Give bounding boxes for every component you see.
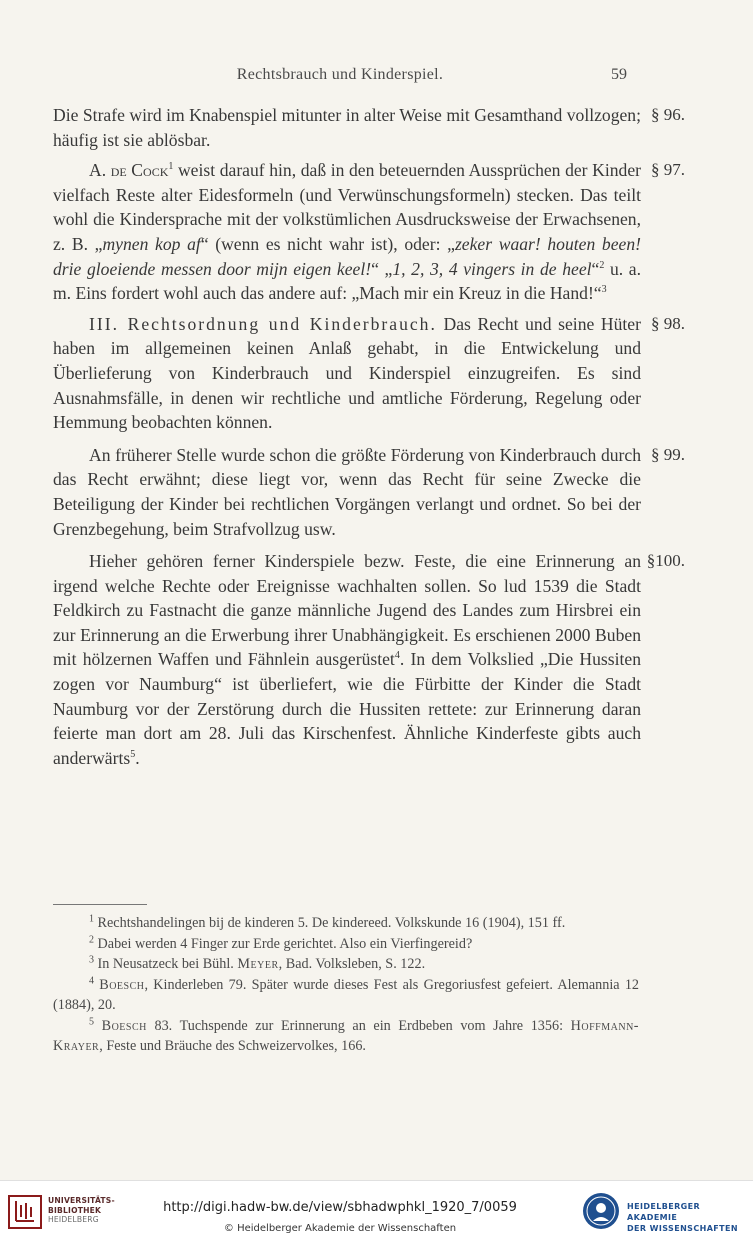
footnote-text: , Feste und Bräuche des Schweizervolkes, 166.	[99, 1038, 366, 1054]
author-name: Boesch	[99, 976, 145, 993]
author-name: Boesch	[101, 1017, 147, 1034]
library-name-line: HEIDELBERG	[48, 1215, 99, 1225]
paragraph-text: . In dem Volkslied „Die Hussiten zogen vor Naumburg“ ist überliefert, wie die Fürbitte der Kinder die Stadt Naumburg vor der Zerstörung durch die Hussiten rettete: zur Erinnerung daran feierte man dort am 28. Juli das Kirschenfest. Ähnliche Kinderfeste gibts auch anderwärts	[53, 649, 641, 768]
paragraph-text: weist darauf hin, daß in den beteuernden Aussprüchen der Kinder vielfach Reste alter Eidesformeln (und Verwünschungsformeln) stecken. Das teilt wohl die Kindersprache mit der volkstümlichen Ausdrucksweise der Erwachsenen, z. B. „	[53, 160, 641, 254]
section-marker: §100.	[646, 551, 685, 571]
paragraph-98	[53, 312, 685, 435]
section-marker: § 96.	[651, 105, 685, 124]
running-title: Rechtsbrauch und Kinderspiel.	[236, 66, 444, 83]
footnote-1	[53, 913, 639, 934]
section-marker: § 99.	[651, 444, 685, 464]
paragraph-text: An früherer Stelle wurde schon die größte Förderung von Kinderbrauch durch das Recht erwähnt; diese liegt vor, wenn das Recht für seine Zwecke die Beteiligung der Kinder bei rechtlichen Vorgängen verlangt und ordnet. So bei der Grenzbegehung, beim Strafvollzug usw.	[53, 444, 641, 539]
paragraph-text: Die Strafe wird im Knabenspiel mitunter in alter Weise mit Gesamthand vollzogen; häufig ist sie ablösbar.	[53, 105, 641, 150]
footnote-divider	[53, 904, 147, 905]
quoted-phrase: 1, 2, 3, 4 vingers in de heel	[392, 258, 592, 279]
paragraph-text: u. a. m. Eins fordert wohl auch das andere auf: „Mach mir ein Kreuz in die Hand!“	[53, 258, 642, 304]
paragraph-text: “ (wenn es nicht wahr ist), oder: „	[200, 233, 455, 254]
paragraph-text: Das Recht und seine Hüter haben im allgemeinen keinen Anlaß gehabt, in die Entwickelung und Überlieferung von Kinderbrauch und Kinderspiel einzugreifen. Es sind Ausnahmsfälle, in denen wir rechtliche und amtliche Förderung, Regelung oder Hemmung beobachten können.	[53, 313, 641, 433]
copyright-notice: © Heidelberger Akademie der Wissenschaften	[223, 1223, 457, 1234]
footnote-ref: 4	[394, 650, 400, 662]
academy-name	[627, 1201, 753, 1234]
author-name: Hoffmann-Krayer	[53, 1017, 640, 1054]
footnote-mark: 3	[89, 954, 94, 966]
footnote-text: In Neusatzeck bei Bühl.	[94, 956, 238, 972]
paragraph-text: Hieher gehören ferner Kinderspiele bezw. Feste, die eine Erinnerung an irgend welche Rechte oder Ereignisse wachhalten sollen. So lud 1539 die Stadt Feldkirch zu Fastnacht die ganze männliche Jugend des Landes zum Hirsbrei ein zur Erinnerung an die Erwerbung ihrer Unabhängigkeit. Es erschienen 2000 Buben mit hölzernen Waffen und Fähnlein ausgerüstet	[53, 551, 641, 670]
footnote-3	[53, 954, 639, 975]
paragraph-96	[53, 103, 685, 152]
paragraph-99	[53, 443, 685, 541]
paragraph-text: “	[591, 258, 600, 279]
footnote-text: Dabei werden 4 Finger zur Erde gerichtet. Also ein Vierfingereid?	[94, 935, 473, 952]
author-name: A. de Cock	[89, 160, 169, 181]
footnote-text: Rechtshandelingen bij de kinderen 5. De kindereed. Volkskunde 16 (1904), 151 ff.	[94, 915, 566, 931]
running-header	[0, 66, 753, 90]
quoted-phrase: mynen kop af	[102, 233, 201, 254]
paragraph-text: “ „	[371, 258, 393, 279]
footnote-ref: 3	[601, 284, 607, 296]
author-name: Meyer	[237, 956, 279, 972]
footnote-text: 83. Tuchspende zur Erinnerung an ein Erdbeben vom Jahre 1356:	[146, 1017, 571, 1034]
footnote-ref: 5	[130, 748, 136, 760]
footnote-mark: 4	[89, 974, 94, 986]
academy-seal-icon	[581, 1191, 621, 1231]
paragraph-97	[53, 158, 685, 306]
library-name-line: UNIVERSITÄTS-	[48, 1196, 115, 1205]
footnote-text: , Bad. Volksleben, S. 122.	[278, 956, 426, 972]
footnotes	[53, 913, 639, 1057]
section-marker: § 97.	[651, 160, 685, 180]
section-heading: III. Rechtsordnung und Kinderbrauch.	[89, 313, 437, 334]
permalink-url[interactable]: http://digi.hadw-bw.de/view/sbhadwphkl_1920_7/0059	[163, 1200, 517, 1215]
footnote-2	[53, 934, 639, 955]
footnote-text: , Kinderleben 79. Später wurde dieses Fest als Gregoriusfest gefeiert. Alemannia 12 (1884), 20.	[53, 976, 640, 1013]
page-number: 59	[611, 66, 627, 83]
footnote-mark: 1	[89, 913, 94, 925]
footnote-4	[53, 975, 639, 1016]
footnote-ref: 2	[599, 259, 605, 271]
library-name-line: BIBLIOTHEK	[48, 1205, 102, 1215]
academy-name-line: DER WISSENSCHAFTEN	[627, 1224, 738, 1233]
footnote-5	[53, 1016, 639, 1057]
footnote-mark: 5	[89, 1015, 94, 1027]
footnote-mark: 2	[89, 933, 94, 945]
paragraph-100	[53, 549, 685, 770]
paragraph-text: .	[135, 747, 140, 768]
quoted-phrase: zeker waar! houten been! drie gloeiende messen door mijn eigen keel!	[53, 233, 641, 279]
viewer-footer	[0, 1180, 753, 1242]
section-marker: § 98.	[651, 313, 685, 333]
main-text	[53, 103, 685, 770]
academy-name-line: HEIDELBERGER AKADEMIE	[627, 1202, 701, 1222]
footnote-ref: 1	[168, 161, 174, 173]
